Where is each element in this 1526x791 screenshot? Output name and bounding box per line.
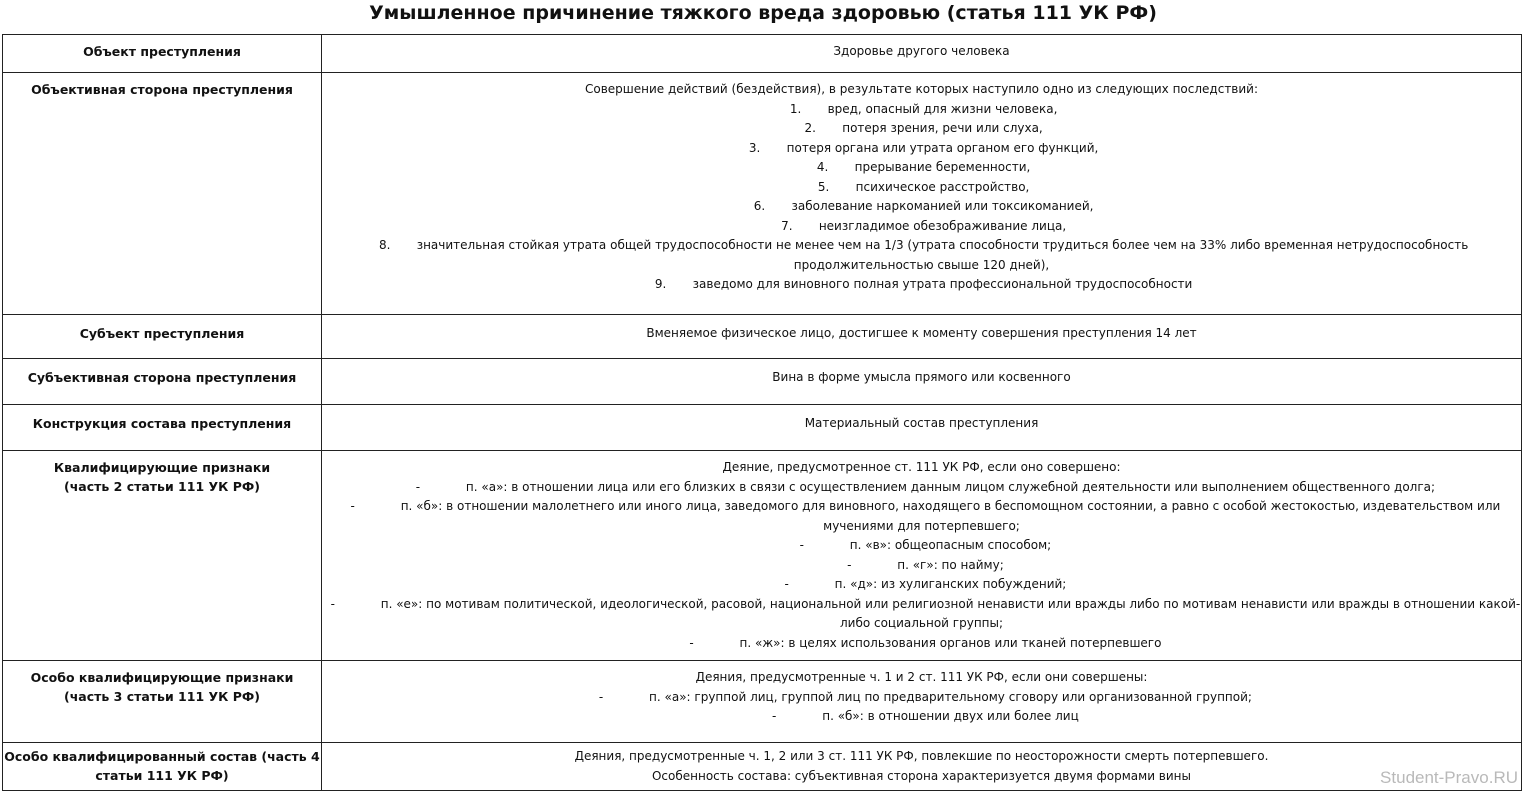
- list-item-text: п. «б»: в отношении малолетнего или иного лица, заведомого для виновного, находящего в беспомощном состоянии, а равно с особой жестокостью, издевательством или мучениями для потерпевшего;: [400, 499, 1501, 533]
- list-item: [322, 575, 1521, 595]
- row-label: [3, 743, 322, 791]
- list-item-text: значительная стойкая утрата общей трудоспособности не менее чем на 1/3 (утрата способности трудиться более чем на 33% либо временная нетрудоспособность продолжительностью свыше 120 дней),: [416, 238, 1469, 272]
- row-label-text: Субъект преступления: [79, 326, 245, 341]
- list-marker: -: [350, 499, 355, 513]
- list-marker: 6.: [753, 199, 766, 213]
- table-row-qualifying: [3, 451, 1522, 661]
- row-label-text: Конструкция состава преступления: [32, 416, 292, 431]
- especially-qualifying-list: [322, 661, 1521, 727]
- list-marker: 4.: [816, 160, 829, 174]
- list-item-text: потеря зрения, речи или слуха,: [842, 121, 1043, 135]
- list-item-text: п. «ж»: в целях использования органов или тканей потерпевшего: [739, 635, 1162, 650]
- row-label-text: Объективная сторона преступления: [31, 82, 293, 97]
- page-title: Умышленное причинение тяжкого вреда здоровью (статья 111 УК РФ): [369, 2, 1157, 24]
- list-item: [322, 236, 1521, 275]
- list-item: [322, 634, 1521, 654]
- list-marker: 2.: [804, 121, 816, 135]
- list-item: [322, 707, 1521, 727]
- watermark: Student-Pravo.RU: [1380, 768, 1518, 787]
- row-value: [322, 73, 1522, 315]
- list-item: [322, 275, 1521, 295]
- list-intro: Совершение действий (бездействия), в результате которых наступило одно из следующих последствий:: [584, 82, 1259, 96]
- list-item-text: п. «е»: по мотивам политической, идеологической, расовой, национальной или религиозной ненависти или вражды либо по мотивам ненависти или вражды в отношении какой-либо социальной группы;: [380, 596, 1521, 630]
- list-marker: 1.: [789, 101, 802, 116]
- table-row-especially-qualified: [3, 743, 1522, 791]
- list-item-text: п. «г»: по найму;: [897, 557, 1004, 572]
- list-marker: -: [772, 709, 777, 723]
- list-intro: Деяние, предусмотренное ст. 111 УК РФ, если оно совершено:: [722, 460, 1121, 474]
- list-item-text: п. «д»: из хулиганских побуждений;: [834, 577, 1067, 591]
- table-row-subject: [3, 315, 1522, 359]
- row-value-text: Особенность состава: субъективная сторона характеризуется двумя формами вины: [651, 768, 1192, 783]
- list-item-text: п. «а»: в отношении лица или его близких в связи с осуществлением данным лицом служебной деятельности или выполнением общественного долга;: [465, 479, 1436, 494]
- list-marker: -: [415, 479, 421, 494]
- list-item: [322, 556, 1521, 576]
- list-marker: 3.: [748, 140, 761, 155]
- list-item: [322, 139, 1521, 159]
- list-item-text: заболевание наркоманией или токсикоманией,: [791, 199, 1094, 213]
- list-marker: 9.: [654, 277, 667, 291]
- row-value-text: Материальный состав преступления: [804, 416, 1039, 430]
- crime-elements-table: [2, 34, 1522, 791]
- list-item-text: заведомо для виновного полная утрата профессиональной трудоспособности: [692, 277, 1193, 291]
- list-item: [322, 478, 1521, 498]
- list-marker: -: [784, 577, 789, 591]
- row-value-text: Здоровье другого человека: [833, 44, 1010, 58]
- list-marker: 7.: [781, 218, 793, 233]
- list-item-text: прерывание беременности,: [854, 160, 1031, 174]
- list-marker: -: [799, 538, 804, 552]
- list-item-text: психическое расстройство,: [855, 179, 1030, 194]
- list-item: [322, 688, 1521, 708]
- list-item-text: неизгладимое обезображивание лица,: [818, 218, 1067, 233]
- list-item: [322, 197, 1521, 217]
- list-item-text: вред, опасный для жизни человека,: [827, 101, 1058, 116]
- row-label-subtext: (часть 2 статьи 111 УК РФ): [64, 479, 260, 494]
- list-marker: 5.: [817, 179, 830, 194]
- row-value-text: Вменяемое физическое лицо, достигшее к моменту совершения преступления 14 лет: [646, 326, 1197, 340]
- row-value: [322, 315, 1522, 359]
- row-label-text: Особо квалифицирующие признаки: [30, 670, 294, 685]
- consequences-list: [322, 73, 1521, 295]
- list-item-text: потеря органа или утрата органом его функций,: [786, 140, 1099, 155]
- row-label: [3, 451, 322, 661]
- table-row-objective-side: [3, 73, 1522, 315]
- list-item-text: п. «а»: группой лиц, группой лиц по предварительному сговору или организованной группой;: [649, 689, 1252, 704]
- row-value: [322, 35, 1522, 73]
- row-label: [3, 661, 322, 743]
- row-label-text: Особо квалифицированный состав (часть 4 статьи 111 УК РФ): [4, 749, 320, 783]
- list-item: [322, 536, 1521, 556]
- row-label: [3, 315, 322, 359]
- list-marker: -: [689, 635, 694, 650]
- table-row-object: [3, 35, 1522, 73]
- table-row-subjective-side: [3, 359, 1522, 405]
- row-label: [3, 35, 322, 73]
- list-item-text: п. «б»: в отношении двух или более лиц: [822, 709, 1079, 723]
- row-label-text: Квалифицирующие признаки: [53, 460, 271, 475]
- row-value: [322, 661, 1522, 743]
- row-value-text: Деяния, предусмотренные ч. 1, 2 или 3 ст. 111 УК РФ, повлекшие по неосторожности смерть потерпевшего.: [574, 749, 1269, 763]
- list-item: [322, 158, 1521, 178]
- list-item: [322, 497, 1521, 536]
- row-value: [322, 451, 1522, 661]
- row-label: [3, 73, 322, 315]
- list-intro: Деяния, предусмотренные ч. 1 и 2 ст. 111 УК РФ, если они совершены:: [695, 670, 1148, 684]
- row-label: [3, 359, 322, 405]
- row-label-subtext: (часть 3 статьи 111 УК РФ): [64, 689, 260, 704]
- row-value: [322, 743, 1522, 791]
- list-marker: 8.: [378, 238, 391, 252]
- list-item: [322, 217, 1521, 237]
- row-value: [322, 359, 1522, 405]
- row-label-text: Субъективная сторона преступления: [27, 370, 297, 385]
- list-marker: -: [330, 596, 335, 611]
- list-item-text: п. «в»: общеопасным способом;: [849, 538, 1052, 552]
- row-label: [3, 405, 322, 451]
- table-row-construction: [3, 405, 1522, 451]
- row-label-text: Объект преступления: [83, 44, 241, 59]
- list-marker: -: [847, 557, 852, 572]
- list-item: [322, 100, 1521, 120]
- table-row-especially-qualifying: [3, 661, 1522, 743]
- list-item: [322, 178, 1521, 198]
- row-value-text: Вина в форме умысла прямого или косвенного: [772, 370, 1071, 384]
- list-item: [322, 595, 1521, 634]
- list-marker: -: [598, 689, 604, 704]
- row-value: [322, 405, 1522, 451]
- qualifying-list: [322, 451, 1521, 653]
- list-item: [322, 119, 1521, 139]
